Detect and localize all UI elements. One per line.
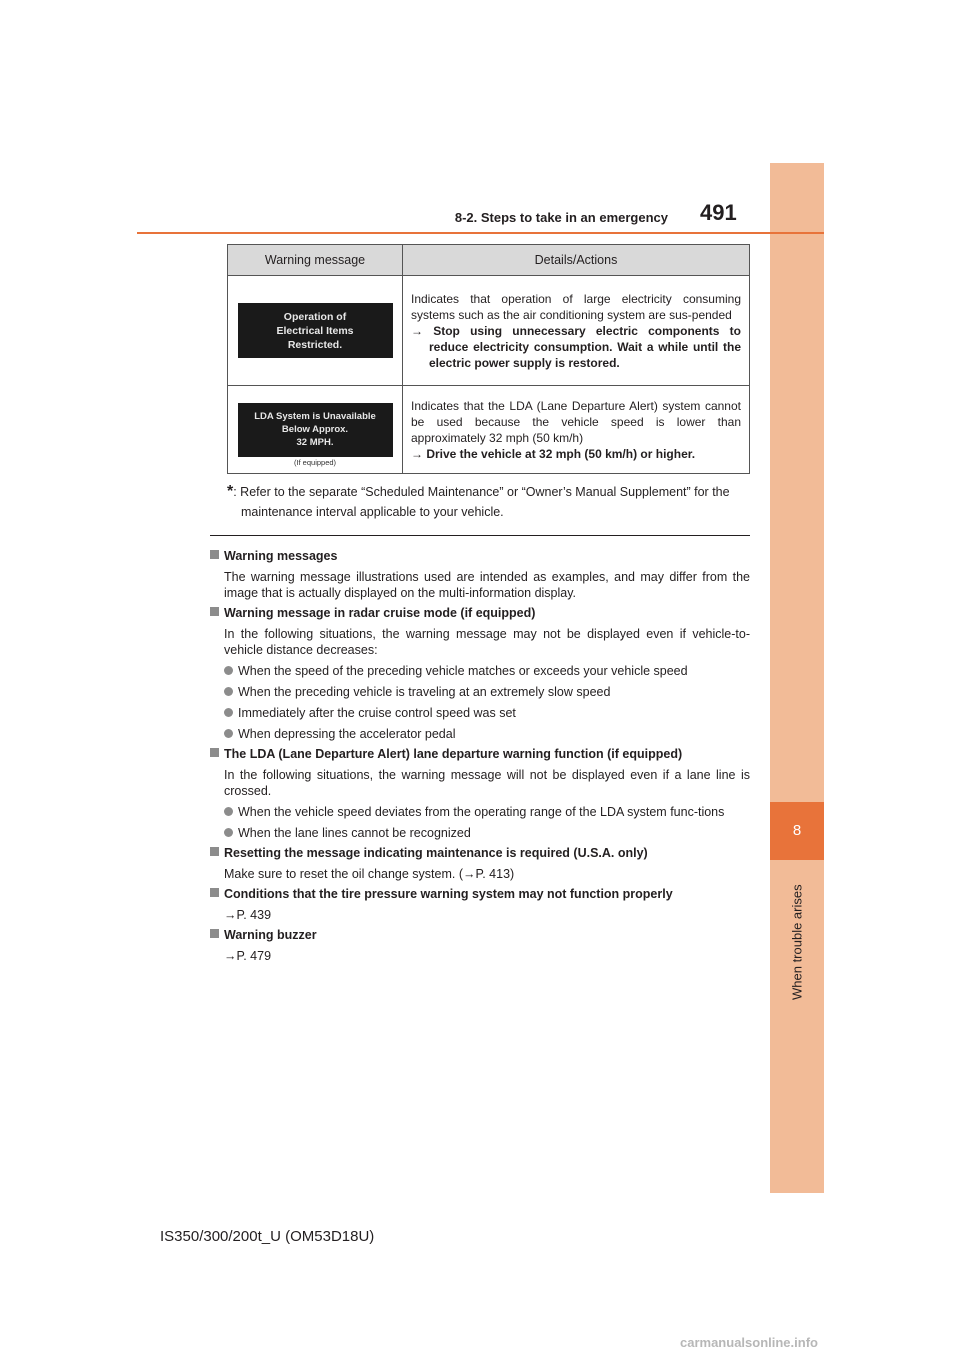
square-bullet-icon bbox=[210, 888, 219, 897]
section-heading: Warning message in radar cruise mode (if equipped) bbox=[210, 605, 750, 622]
warning-message-table bbox=[227, 244, 750, 474]
page-reference: →P. 439 bbox=[224, 908, 272, 922]
section-title: 8-2. Steps to take in an emergency bbox=[454, 210, 668, 225]
round-bullet-icon bbox=[224, 807, 233, 816]
table-header-row bbox=[228, 245, 750, 276]
chapter-number: 8 bbox=[770, 802, 824, 860]
square-bullet-icon bbox=[210, 550, 219, 559]
model-footer: IS350/300/200t_U (OM53D18U) bbox=[160, 1228, 375, 1245]
display-message-image bbox=[238, 303, 393, 358]
section-heading: Conditions that the tire pressure warning system may not function properly bbox=[210, 886, 750, 903]
action-text: → Drive the vehicle at 32 mph (50 km/h) or higher. bbox=[411, 446, 696, 461]
round-bullet-icon bbox=[224, 687, 233, 696]
list-item: When the lane lines cannot be recognized bbox=[210, 825, 750, 841]
section-heading: Warning messages bbox=[210, 548, 750, 565]
list-item: When the preceding vehicle is traveling at an extremely slow speed bbox=[210, 684, 750, 700]
section-heading: Resetting the message indicating maintenance is required (U.S.A. only) bbox=[210, 845, 750, 862]
footnote-marker: * bbox=[227, 483, 234, 500]
round-bullet-icon bbox=[224, 708, 233, 717]
watermark: carmanualsonline.info bbox=[680, 1335, 818, 1350]
page-number: 491 bbox=[700, 200, 737, 225]
table-row bbox=[228, 276, 750, 386]
round-bullet-icon bbox=[224, 729, 233, 738]
section-paragraph: In the following situations, the warning message may not be displayed even if vehicle-to-vehicle distance decreases: bbox=[224, 627, 750, 657]
details-text: Indicates that the LDA (Lane Departure Alert) system cannot be used because the vehicle speed is lower than approximately 32 mph (50 km/h) bbox=[411, 398, 741, 445]
section-heading: Warning buzzer bbox=[210, 927, 750, 944]
square-bullet-icon bbox=[210, 847, 219, 856]
display-message-image bbox=[238, 403, 393, 457]
display-message-text: Operation of Electrical Items Restricted. bbox=[276, 310, 354, 351]
message-cell bbox=[228, 276, 403, 386]
display-message-text: LDA System is Unavailable Below Approx. 32 MPH. bbox=[254, 411, 376, 448]
round-bullet-icon bbox=[224, 828, 233, 837]
square-bullet-icon bbox=[210, 748, 219, 757]
details-text: Indicates that operation of large electricity consuming systems such as the air conditioning system are sus-pended bbox=[411, 291, 741, 322]
action-text: → Stop using unnecessary electric components to reduce electricity consumption. Wait a while until the electric power supply is restored. bbox=[411, 323, 741, 370]
chapter-label: When trouble arises bbox=[789, 884, 805, 1000]
list-item: Immediately after the cruise control speed was set bbox=[210, 705, 750, 721]
message-cell bbox=[228, 386, 403, 474]
section-divider bbox=[210, 535, 750, 536]
list-item: When the speed of the preceding vehicle matches or exceeds your vehicle speed bbox=[210, 663, 750, 679]
page-reference: →P. 479 bbox=[224, 949, 272, 963]
section-paragraph: Make sure to reset the oil change system. (→P. 413) bbox=[224, 867, 515, 881]
square-bullet-icon bbox=[210, 929, 219, 938]
list-item: When the vehicle speed deviates from the operating range of the LDA system func-tions bbox=[210, 804, 750, 820]
column-header-details-actions: Details/Actions bbox=[403, 245, 750, 276]
if-equipped-note: (If equipped) bbox=[293, 457, 337, 467]
column-header-warning-message: Warning message bbox=[228, 245, 403, 276]
footnote-text: : Refer to the separate “Scheduled Maintenance” or “Owner’s Manual Supplement” for the maintenance interval applicable to your vehicle. bbox=[233, 485, 730, 519]
section-paragraph: In the following situations, the warning message will not be displayed even if a lane line is crossed. bbox=[224, 768, 750, 798]
section-paragraph: The warning message illustrations used are intended as examples, and may differ from the image that is actually displayed on the multi-information display. bbox=[224, 570, 750, 600]
round-bullet-icon bbox=[224, 666, 233, 675]
chapter-side-tab bbox=[770, 163, 824, 1193]
details-cell bbox=[403, 386, 750, 474]
section-heading: The LDA (Lane Departure Alert) lane departure warning function (if equipped) bbox=[210, 746, 750, 763]
square-bullet-icon bbox=[210, 607, 219, 616]
details-cell bbox=[403, 276, 750, 386]
table-footnote bbox=[227, 482, 750, 522]
header-rule bbox=[137, 232, 824, 234]
list-item: When depressing the accelerator pedal bbox=[210, 726, 750, 742]
table-row bbox=[228, 386, 750, 474]
content-body bbox=[210, 544, 750, 964]
